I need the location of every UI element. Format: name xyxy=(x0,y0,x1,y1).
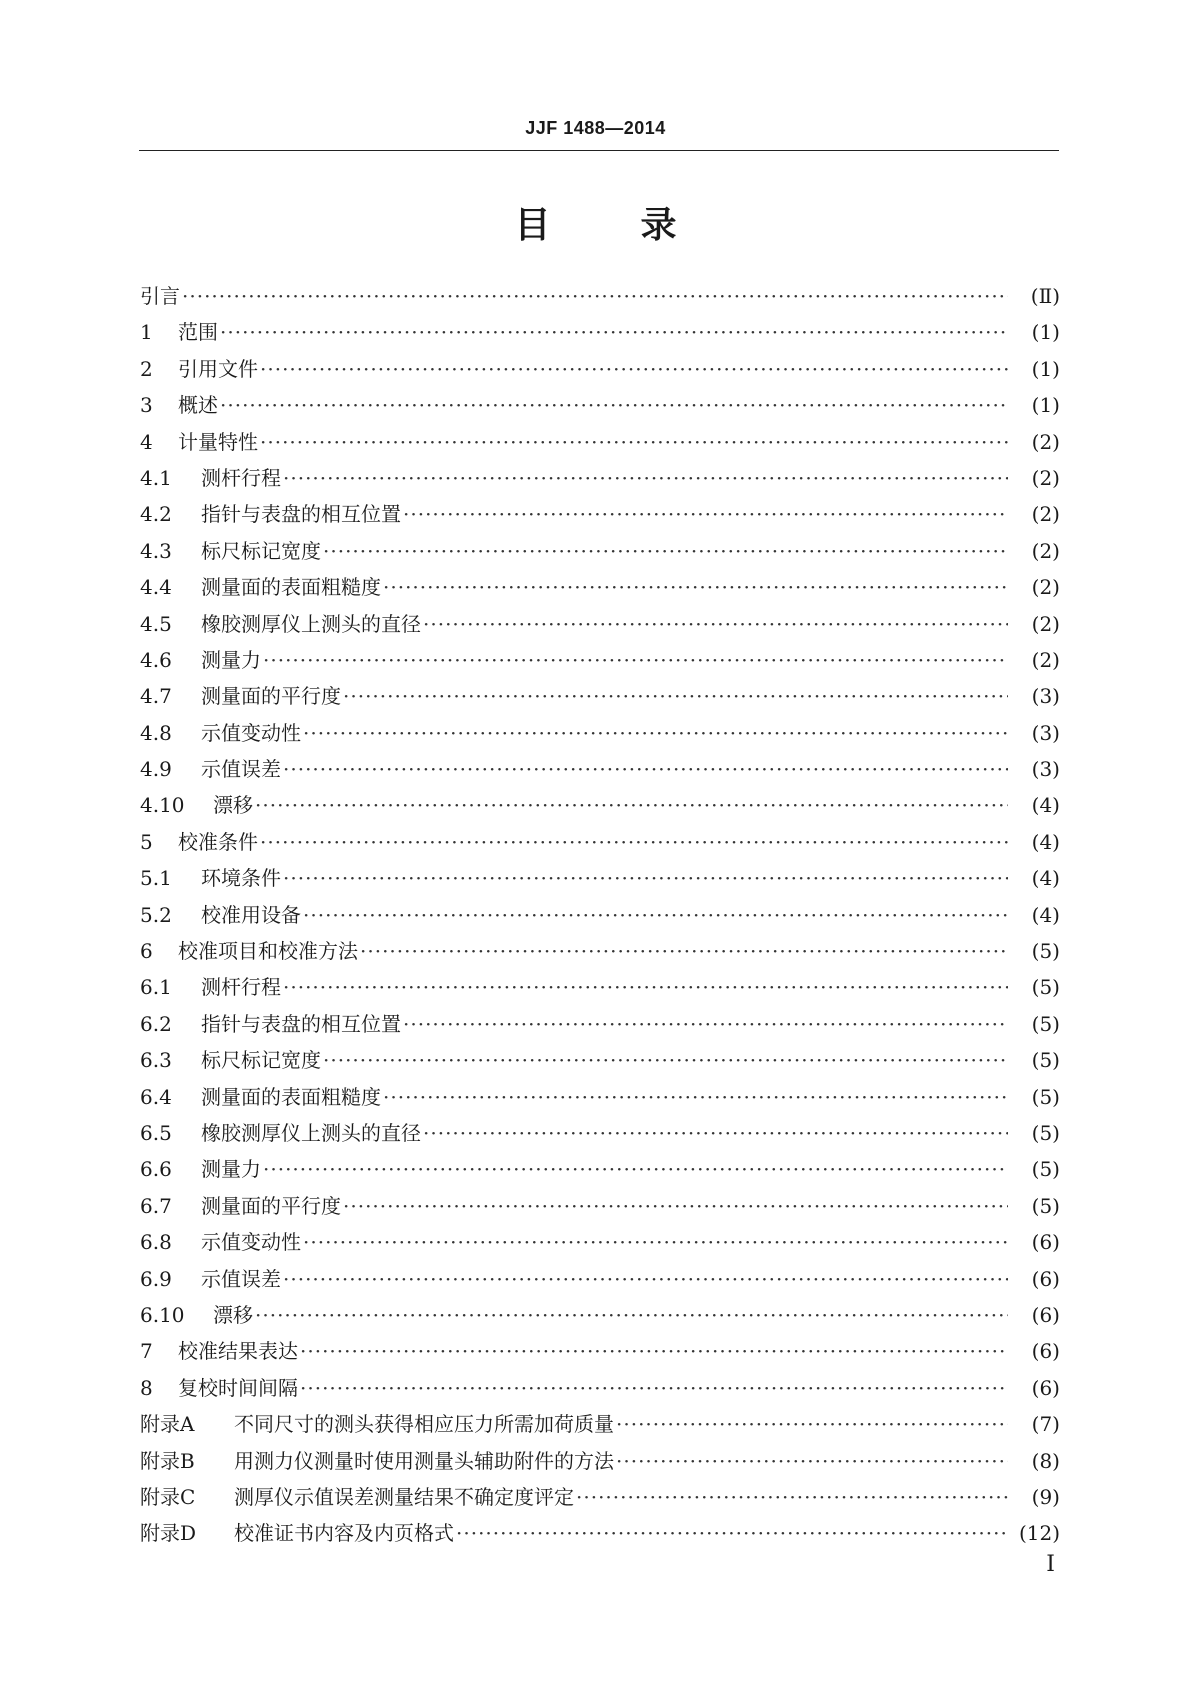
toc-entry-label: 测量力 xyxy=(201,647,261,672)
toc-entry-page: (4) xyxy=(1031,829,1060,854)
toc-entry-number: 6.7 xyxy=(140,1193,172,1218)
toc-entry-number: 2 xyxy=(140,356,153,381)
toc-leader-dots xyxy=(323,1042,1008,1078)
toc-entry-page: (2) xyxy=(1031,502,1060,527)
toc-entry-page: (1) xyxy=(1031,356,1060,381)
toc-entry[interactable] xyxy=(140,751,1060,787)
page-title xyxy=(0,197,1191,248)
toc-entry[interactable] xyxy=(140,897,1060,933)
toc-entry-label: 引言 xyxy=(140,284,180,308)
toc-entry-page: (3) xyxy=(1031,720,1060,745)
toc-entry-number: 4.1 xyxy=(140,465,172,490)
toc-entry[interactable] xyxy=(140,1515,1060,1551)
toc-entry-page: (5) xyxy=(1031,1193,1060,1218)
title-char-1: 目 xyxy=(514,205,551,246)
toc-leader-dots xyxy=(403,496,1008,532)
toc-leader-dots xyxy=(283,460,1008,496)
toc-entry[interactable] xyxy=(140,387,1060,423)
toc-entry[interactable] xyxy=(140,787,1060,823)
toc-entry-page: (5) xyxy=(1031,975,1060,1000)
toc-entry-page: (6) xyxy=(1031,1339,1060,1364)
toc-entry-number: 8 xyxy=(140,1375,153,1400)
toc-entry-number: 附录B xyxy=(140,1448,195,1473)
toc-entry-label: 测厚仪示值误差测量结果不确定度评定 xyxy=(234,1484,574,1509)
toc-entry[interactable] xyxy=(140,1006,1060,1042)
toc-entry-number: 6.10 xyxy=(140,1302,185,1327)
toc-entry-label: 橡胶测厚仪上测头的直径 xyxy=(201,1120,421,1145)
toc-entry-label: 校准项目和校准方法 xyxy=(178,939,358,964)
toc-entry-number: 5.1 xyxy=(140,866,172,891)
toc-entry-label: 指针与表盘的相互位置 xyxy=(201,502,401,527)
toc-entry[interactable] xyxy=(140,278,1060,314)
toc-leader-dots xyxy=(182,278,1008,314)
toc-entry[interactable] xyxy=(140,678,1060,714)
document-code-header: JJF 1488—2014 xyxy=(525,118,666,138)
toc-entry[interactable] xyxy=(140,1297,1060,1333)
toc-entry-page: (2) xyxy=(1031,575,1060,600)
toc-entry-page: (6) xyxy=(1031,1375,1060,1400)
toc-leader-dots xyxy=(403,1006,1008,1042)
toc-entry[interactable] xyxy=(140,860,1060,896)
toc-leader-dots xyxy=(263,1151,1008,1187)
toc-entry[interactable] xyxy=(140,314,1060,350)
toc-entry-page: (8) xyxy=(1031,1448,1060,1473)
toc-entry-label: 漂移 xyxy=(213,1302,253,1327)
toc-leader-dots xyxy=(283,860,1008,896)
toc-entry-number: 4.6 xyxy=(140,647,172,672)
toc-entry-page: (3) xyxy=(1031,684,1060,709)
toc-entry[interactable] xyxy=(140,533,1060,569)
toc-entry[interactable] xyxy=(140,1188,1060,1224)
toc-entry[interactable] xyxy=(140,460,1060,496)
toc-entry-label: 漂移 xyxy=(213,793,253,818)
toc-entry-number: 附录D xyxy=(140,1521,197,1546)
toc-entry-label: 测量面的表面粗糙度 xyxy=(201,575,381,600)
toc-entry-page: (4) xyxy=(1031,866,1060,891)
toc-entry-page: (2) xyxy=(1031,611,1060,636)
toc-entry-number: 附录C xyxy=(140,1484,196,1509)
toc-entry[interactable] xyxy=(140,1042,1060,1078)
toc-entry-page: (5) xyxy=(1031,939,1060,964)
toc-leader-dots xyxy=(220,314,1008,350)
toc-entry-page: (5) xyxy=(1031,1011,1060,1036)
toc-entry-number: 6.6 xyxy=(140,1157,172,1182)
toc-leader-dots xyxy=(383,569,1008,605)
toc-entry-number: 6.5 xyxy=(140,1120,172,1145)
toc-entry-page: (7) xyxy=(1031,1412,1060,1437)
toc-entry-number: 4.7 xyxy=(140,684,172,709)
toc-leader-dots xyxy=(260,824,1008,860)
toc-leader-dots xyxy=(260,424,1008,460)
toc-entry[interactable] xyxy=(140,642,1060,678)
toc-entry-label: 范围 xyxy=(178,320,218,345)
toc-entry-label: 计量特性 xyxy=(178,429,258,454)
toc-entry-number: 6.1 xyxy=(140,975,172,1000)
toc-entry-label: 校准证书内容及内页格式 xyxy=(234,1521,454,1546)
toc-entry-label: 测量面的平行度 xyxy=(201,684,341,709)
page-number: I xyxy=(1046,1552,1055,1577)
toc-entry[interactable] xyxy=(140,1406,1060,1442)
toc-entry-number: 4.4 xyxy=(140,575,172,600)
toc-leader-dots xyxy=(616,1406,1008,1442)
toc-entry-label: 概述 xyxy=(178,393,218,418)
toc-entry-number: 4.8 xyxy=(140,720,172,745)
toc-entry-page: (3) xyxy=(1031,757,1060,782)
toc-entry[interactable] xyxy=(140,1151,1060,1187)
toc-entry-number: 6 xyxy=(140,939,153,964)
toc-entry-page: (5) xyxy=(1031,1157,1060,1182)
toc-entry-label: 引用文件 xyxy=(178,356,258,381)
toc-entry-number: 5 xyxy=(140,829,153,854)
toc-entry-number: 4.9 xyxy=(140,757,172,782)
toc-entry[interactable] xyxy=(140,606,1060,642)
toc-entry-label: 校准用设备 xyxy=(201,902,301,927)
toc-entry-page: (2) xyxy=(1031,538,1060,563)
toc-entry[interactable] xyxy=(140,351,1060,387)
toc-entry-page: (12) xyxy=(1018,1521,1060,1546)
toc-leader-dots xyxy=(383,1079,1008,1115)
toc-entry-page: (6) xyxy=(1031,1266,1060,1291)
toc-entry-page: (9) xyxy=(1031,1484,1060,1509)
toc-entry[interactable] xyxy=(140,1479,1060,1515)
table-of-contents xyxy=(140,278,1060,1552)
toc-entry[interactable] xyxy=(140,1333,1060,1369)
toc-entry-number: 7 xyxy=(140,1339,153,1364)
toc-entry-label: 标尺标记宽度 xyxy=(201,1048,321,1073)
toc-entry-label: 校准结果表达 xyxy=(178,1339,298,1364)
toc-leader-dots xyxy=(283,969,1008,1005)
toc-entry[interactable] xyxy=(140,569,1060,605)
toc-entry-page: (1) xyxy=(1031,320,1060,345)
toc-leader-dots xyxy=(255,787,1008,823)
toc-entry-number: 4 xyxy=(140,429,153,454)
toc-entry-number: 6.8 xyxy=(140,1230,172,1255)
toc-entry-page: (5) xyxy=(1031,1084,1060,1109)
toc-entry-label: 橡胶测厚仪上测头的直径 xyxy=(201,611,421,636)
toc-leader-dots xyxy=(423,1115,1008,1151)
toc-leader-dots xyxy=(343,1188,1008,1224)
toc-entry-page: (5) xyxy=(1031,1048,1060,1073)
toc-leader-dots xyxy=(423,606,1008,642)
toc-entry-page: (6) xyxy=(1031,1230,1060,1255)
toc-entry-label: 用测力仪测量时使用测量头辅助附件的方法 xyxy=(234,1448,614,1473)
toc-entry-page: (2) xyxy=(1031,647,1060,672)
toc-entry-page: (Ⅱ) xyxy=(1030,284,1060,308)
toc-leader-dots xyxy=(303,897,1008,933)
header-rule xyxy=(139,150,1059,151)
toc-leader-dots xyxy=(263,642,1008,678)
toc-entry-number: 6.2 xyxy=(140,1011,172,1036)
toc-entry-number: 6.9 xyxy=(140,1266,172,1291)
toc-leader-dots xyxy=(576,1479,1008,1515)
toc-entry-label: 校准条件 xyxy=(178,829,258,854)
toc-leader-dots xyxy=(283,1261,1008,1297)
toc-entry-number: 4.10 xyxy=(140,793,185,818)
toc-leader-dots xyxy=(456,1515,1008,1551)
toc-entry-label: 不同尺寸的测头获得相应压力所需加荷质量 xyxy=(234,1412,614,1437)
toc-entry-number: 3 xyxy=(140,393,153,418)
toc-entry-label: 复校时间间隔 xyxy=(178,1375,298,1400)
toc-entry-label: 示值误差 xyxy=(201,1266,281,1291)
toc-leader-dots xyxy=(283,751,1008,787)
toc-entry-page: (4) xyxy=(1031,902,1060,927)
toc-entry[interactable] xyxy=(140,424,1060,460)
toc-entry[interactable] xyxy=(140,496,1060,532)
toc-entry[interactable] xyxy=(140,933,1060,969)
toc-leader-dots xyxy=(260,351,1008,387)
toc-leader-dots xyxy=(300,1370,1008,1406)
toc-entry[interactable] xyxy=(140,1370,1060,1406)
title-char-2: 录 xyxy=(640,205,677,246)
toc-entry-label: 示值变动性 xyxy=(201,720,301,745)
toc-entry-number: 6.4 xyxy=(140,1084,172,1109)
toc-entry-number: 1 xyxy=(140,320,153,345)
toc-leader-dots xyxy=(616,1443,1008,1479)
toc-entry[interactable] xyxy=(140,1079,1060,1115)
toc-entry-page: (1) xyxy=(1031,393,1060,418)
toc-entry-label: 测量面的平行度 xyxy=(201,1193,341,1218)
toc-entry-page: (2) xyxy=(1031,465,1060,490)
toc-entry-label: 环境条件 xyxy=(201,866,281,891)
toc-entry-number: 5.2 xyxy=(140,902,172,927)
toc-entry-page: (4) xyxy=(1031,793,1060,818)
toc-entry-number: 4.2 xyxy=(140,502,172,527)
toc-entry[interactable] xyxy=(140,824,1060,860)
toc-entry-number: 附录A xyxy=(140,1412,195,1437)
toc-entry[interactable] xyxy=(140,1115,1060,1151)
toc-leader-dots xyxy=(303,1224,1008,1260)
toc-entry-number: 4.3 xyxy=(140,538,172,563)
toc-leader-dots xyxy=(303,715,1008,751)
toc-entry-label: 指针与表盘的相互位置 xyxy=(201,1011,401,1036)
toc-leader-dots xyxy=(300,1333,1008,1369)
toc-leader-dots xyxy=(220,387,1008,423)
toc-entry-number: 4.5 xyxy=(140,611,172,636)
toc-entry-page: (6) xyxy=(1031,1302,1060,1327)
toc-entry[interactable] xyxy=(140,969,1060,1005)
toc-entry[interactable] xyxy=(140,1443,1060,1479)
toc-leader-dots xyxy=(255,1297,1008,1333)
toc-entry-number: 6.3 xyxy=(140,1048,172,1073)
toc-entry-label: 示值变动性 xyxy=(201,1230,301,1255)
toc-entry[interactable] xyxy=(140,1224,1060,1260)
toc-entry[interactable] xyxy=(140,1261,1060,1297)
toc-entry-page: (2) xyxy=(1031,429,1060,454)
toc-entry-label: 示值误差 xyxy=(201,757,281,782)
toc-leader-dots xyxy=(343,678,1008,714)
toc-entry-label: 测杆行程 xyxy=(201,975,281,1000)
toc-entry-label: 测杆行程 xyxy=(201,465,281,490)
toc-entry[interactable] xyxy=(140,715,1060,751)
toc-entry-page: (5) xyxy=(1031,1120,1060,1145)
toc-entry-label: 测量面的表面粗糙度 xyxy=(201,1084,381,1109)
toc-leader-dots xyxy=(360,933,1008,969)
toc-entry-label: 标尺标记宽度 xyxy=(201,538,321,563)
toc-leader-dots xyxy=(323,533,1008,569)
toc-entry-label: 测量力 xyxy=(201,1157,261,1182)
